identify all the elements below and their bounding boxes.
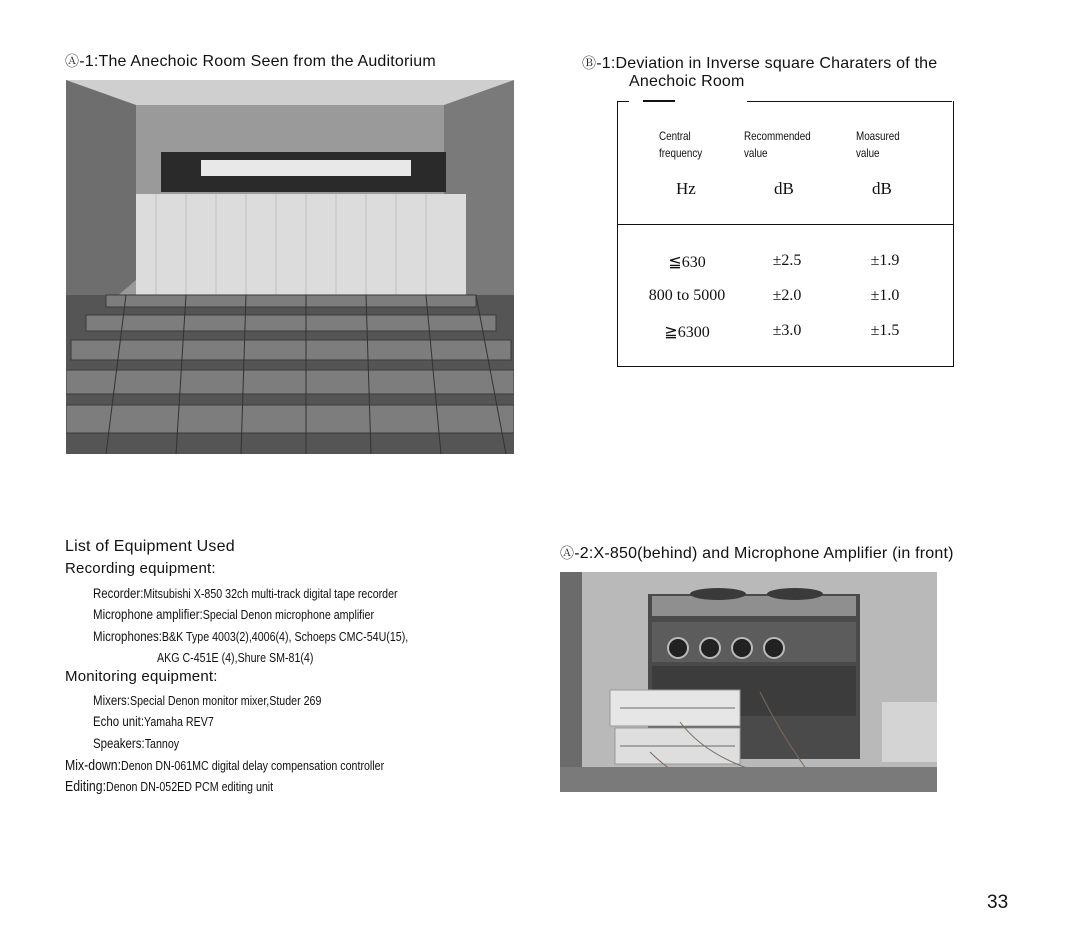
speakers-line: Speakers:Tannoy	[93, 735, 180, 751]
mixdown-line: Mix-down:Denon DN-061MC digital delay compensation controller	[65, 757, 385, 774]
recording-equipment-heading: Recording equipment:	[65, 560, 216, 577]
monitoring-equipment-heading: Monitoring equipment:	[65, 668, 218, 685]
microphones-line-cont: AKG C-451E (4),Shure SM-81(4)	[157, 650, 314, 665]
figure-a2-caption-text: -2:X-850(behind) and Microphone Amplifier (in front)	[574, 545, 954, 562]
microphones-line: Microphones:B&K Type 4003(2),4006(4), Schoeps CMC-54U(15),	[93, 628, 409, 644]
header-unit-db-measured: dB	[872, 179, 892, 198]
equipment-list-title: List of Equipment Used	[65, 538, 235, 555]
figure-b1-caption-line1: -1:Deviation in Inverse square Charaters of the	[596, 55, 938, 72]
figure-b1-caption-line2: Anechoic Room	[629, 73, 745, 90]
table-cell: ±1.0	[870, 287, 900, 304]
figure-b1-caption	[582, 53, 937, 73]
circled-b-symbol: Ⓑ	[582, 55, 597, 71]
table-top-rule-left	[617, 101, 629, 102]
table-top-rule	[747, 101, 952, 102]
auditorium-photo	[66, 80, 514, 454]
page-number: 33	[987, 892, 1009, 913]
figure-a1-caption	[65, 51, 436, 71]
mic-amp-line: Microphone amplifier:Special Denon microphone amplifier	[93, 606, 375, 622]
recorder-line: Recorder:Mitsubishi X-850 32ch multi-track digital tape recorder	[93, 585, 398, 601]
mixers-line: Mixers:Special Denon monitor mixer,Studer 269	[93, 692, 322, 708]
table-top-rule-mark	[643, 100, 675, 102]
table-cell: ±1.5	[870, 322, 900, 339]
figure-a1-caption-text: -1:The Anechoic Room Seen from the Auditorium	[79, 53, 436, 70]
header-measured-value: Moasured value	[856, 129, 900, 160]
echo-unit-line: Echo unit:Yamaha REV7	[93, 713, 214, 729]
table-cell: ≧6300	[664, 324, 710, 341]
table-header-divider	[617, 224, 953, 225]
header-central-frequency: Central frequency	[659, 129, 703, 160]
table-cell: ±3.0	[772, 322, 802, 339]
editing-line: Editing:Denon DN-052ED PCM editing unit	[65, 778, 274, 795]
equipment-photo	[560, 572, 937, 792]
table-cell: ≦630	[668, 254, 706, 271]
header-unit-hz: Hz	[676, 179, 696, 198]
table-cell: ±2.5	[772, 252, 802, 269]
circled-a-symbol: Ⓐ	[65, 53, 80, 69]
header-recommended-value: Recommended value	[744, 129, 811, 160]
figure-a2-caption	[560, 543, 954, 563]
header-unit-db-recommended: dB	[774, 179, 794, 198]
table-cell: 800 to 5000	[648, 287, 726, 304]
table-cell: ±2.0	[772, 287, 802, 304]
table-cell: ±1.9	[870, 252, 900, 269]
circled-a-symbol: Ⓐ	[560, 545, 575, 561]
